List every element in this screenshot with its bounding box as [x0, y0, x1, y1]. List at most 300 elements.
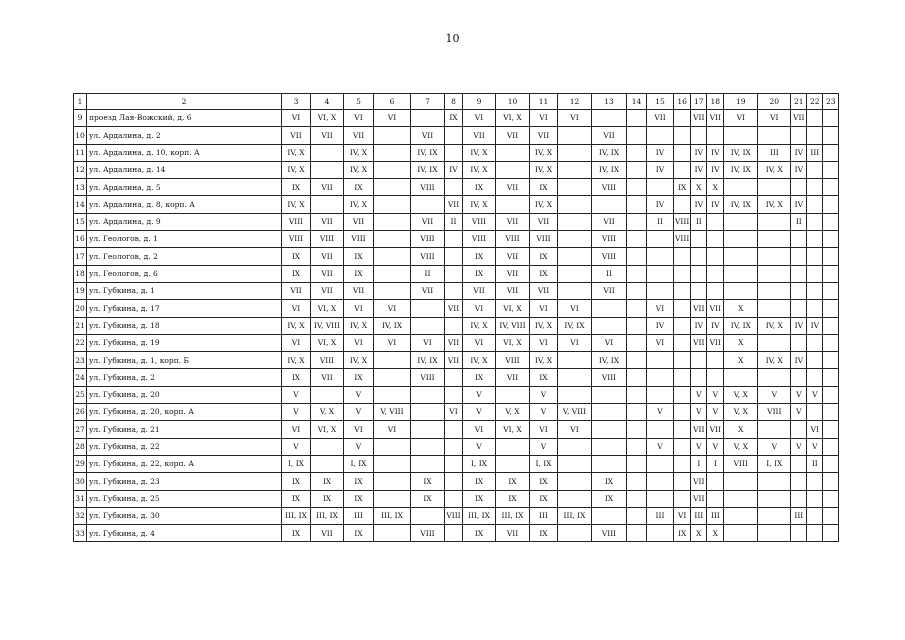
- table-cell: [758, 282, 791, 299]
- table-row: [74, 507, 839, 524]
- table-cell: IX: [496, 473, 530, 490]
- table-cell: [374, 248, 411, 265]
- table-cell: VI, X: [496, 300, 530, 317]
- table-cell: [374, 455, 411, 472]
- column-header: 16: [674, 94, 691, 110]
- table-cell: [374, 127, 411, 144]
- table-cell: V: [807, 386, 823, 403]
- table-cell: II: [411, 265, 445, 282]
- table-cell: [691, 127, 707, 144]
- table-cell: [791, 248, 807, 265]
- table-cell: IV: [807, 317, 823, 334]
- table-cell: [445, 438, 463, 455]
- table-cell: [724, 179, 758, 196]
- table-cell: VI: [758, 110, 791, 127]
- row-number: 26: [74, 404, 87, 421]
- table-cell: III: [758, 144, 791, 161]
- table-cell: IX: [530, 248, 558, 265]
- table-cell: I, IX: [463, 455, 496, 472]
- table-cell: IX: [530, 265, 558, 282]
- table-cell: [807, 161, 823, 178]
- table-cell: [445, 265, 463, 282]
- table-cell: IV, IX: [592, 144, 627, 161]
- table-cell: [627, 196, 647, 213]
- table-cell: IV, X: [463, 161, 496, 178]
- table-cell: IV: [707, 317, 724, 334]
- table-cell: IV, X: [530, 196, 558, 213]
- table-cell: VI: [374, 300, 411, 317]
- table-cell: VI, X: [496, 110, 530, 127]
- column-header: 4: [311, 94, 344, 110]
- table-cell: X: [707, 179, 724, 196]
- table-cell: IV: [691, 144, 707, 161]
- table-cell: [807, 525, 823, 542]
- table-cell: II: [445, 213, 463, 230]
- table-cell: VII: [707, 300, 724, 317]
- table-cell: IV, X: [463, 317, 496, 334]
- table-cell: VII: [496, 369, 530, 386]
- table-cell: [627, 438, 647, 455]
- table-cell: V: [647, 404, 674, 421]
- table-cell: [758, 179, 791, 196]
- table-cell: VII: [496, 282, 530, 299]
- table-cell: [758, 127, 791, 144]
- table-cell: V: [344, 404, 374, 421]
- table-cell: VII: [311, 369, 344, 386]
- table-cell: IV: [647, 144, 674, 161]
- column-header: 21: [791, 94, 807, 110]
- table-cell: [558, 473, 592, 490]
- table-cell: [807, 282, 823, 299]
- row-number: 11: [74, 144, 87, 161]
- table-cell: VII: [496, 179, 530, 196]
- table-cell: IX: [463, 179, 496, 196]
- table-cell: [791, 231, 807, 248]
- table-cell: V: [463, 404, 496, 421]
- table-cell: III, IX: [496, 507, 530, 524]
- table-cell: I: [707, 455, 724, 472]
- table-cell: IV: [791, 161, 807, 178]
- table-cell: III: [647, 507, 674, 524]
- table-cell: [807, 179, 823, 196]
- table-cell: V, X: [311, 404, 344, 421]
- table-cell: VII: [311, 213, 344, 230]
- table-cell: IX: [282, 525, 311, 542]
- table-cell: [445, 421, 463, 438]
- table-row: [74, 386, 839, 403]
- table-cell: V, VIII: [558, 404, 592, 421]
- column-header: 22: [807, 94, 823, 110]
- table-cell: [627, 144, 647, 161]
- table-cell: VII: [530, 282, 558, 299]
- table-cell: IX: [463, 490, 496, 507]
- table-cell: VI, X: [311, 110, 344, 127]
- table-cell: IV, X: [344, 144, 374, 161]
- table-cell: IV, X: [530, 317, 558, 334]
- column-header: 8: [445, 94, 463, 110]
- table-cell: [558, 282, 592, 299]
- column-header: 19: [724, 94, 758, 110]
- table-cell: [791, 421, 807, 438]
- table-cell: IV, IX: [411, 161, 445, 178]
- table-cell: [791, 525, 807, 542]
- table-cell: [823, 386, 839, 403]
- table-cell: [791, 179, 807, 196]
- table-cell: [823, 404, 839, 421]
- address-cell: ул. Губкина, д. 22, корп. А: [87, 455, 282, 472]
- table-cell: X: [724, 352, 758, 369]
- table-cell: VIII: [592, 231, 627, 248]
- table-cell: [592, 317, 627, 334]
- table-row: [74, 525, 839, 542]
- table-cell: [758, 213, 791, 230]
- table-cell: [807, 490, 823, 507]
- table-cell: V, X: [724, 438, 758, 455]
- table-cell: VII: [707, 421, 724, 438]
- table-cell: [411, 455, 445, 472]
- address-cell: проезд Лая-Вожский, д. 6: [87, 110, 282, 127]
- table-cell: IV, IX: [558, 317, 592, 334]
- table-row: [74, 127, 839, 144]
- table-cell: IX: [282, 179, 311, 196]
- header-row: [74, 94, 839, 110]
- table-cell: [647, 490, 674, 507]
- table-cell: VIII: [592, 525, 627, 542]
- table-cell: [627, 386, 647, 403]
- table-cell: [823, 127, 839, 144]
- table-row: [74, 144, 839, 161]
- table-cell: IX: [344, 369, 374, 386]
- table-cell: VI, X: [311, 300, 344, 317]
- table-cell: V: [530, 438, 558, 455]
- row-number: 33: [74, 525, 87, 542]
- table-cell: VIII: [411, 248, 445, 265]
- table-cell: [374, 179, 411, 196]
- table-cell: [411, 507, 445, 524]
- table-cell: V: [758, 386, 791, 403]
- table-cell: VIII: [344, 231, 374, 248]
- table-cell: [558, 386, 592, 403]
- table-cell: [496, 455, 530, 472]
- table-row: [74, 248, 839, 265]
- table-cell: VI, X: [311, 421, 344, 438]
- table-cell: [707, 248, 724, 265]
- table-cell: [411, 421, 445, 438]
- table-cell: [647, 421, 674, 438]
- table-cell: [674, 317, 691, 334]
- table-cell: IX: [344, 525, 374, 542]
- table-cell: [724, 525, 758, 542]
- table-cell: VII: [463, 127, 496, 144]
- table-cell: [374, 213, 411, 230]
- table-cell: [558, 161, 592, 178]
- column-header: 17: [691, 94, 707, 110]
- table-cell: IX: [592, 473, 627, 490]
- table-cell: [558, 490, 592, 507]
- table-cell: VII: [445, 196, 463, 213]
- table-cell: VI: [558, 421, 592, 438]
- column-header: 1: [74, 94, 87, 110]
- table-cell: [707, 490, 724, 507]
- table-cell: [823, 265, 839, 282]
- table-cell: X: [724, 300, 758, 317]
- table-cell: [374, 231, 411, 248]
- table-cell: VI, X: [496, 421, 530, 438]
- table-cell: VI: [530, 110, 558, 127]
- table-cell: III: [344, 507, 374, 524]
- table-cell: II: [592, 265, 627, 282]
- table-cell: VII: [647, 110, 674, 127]
- table-cell: [627, 455, 647, 472]
- column-header: 14: [627, 94, 647, 110]
- table-cell: IV: [707, 196, 724, 213]
- table-cell: IX: [463, 265, 496, 282]
- table-cell: VII: [445, 300, 463, 317]
- table-cell: [627, 369, 647, 386]
- table-cell: IV, X: [463, 352, 496, 369]
- table-cell: [823, 161, 839, 178]
- table-cell: VIII: [282, 231, 311, 248]
- table-cell: V: [647, 438, 674, 455]
- table-cell: V: [691, 438, 707, 455]
- table-cell: IV, X: [282, 352, 311, 369]
- table-cell: [374, 352, 411, 369]
- table-cell: [674, 161, 691, 178]
- table-cell: [724, 282, 758, 299]
- table-row: [74, 490, 839, 507]
- table-cell: [445, 473, 463, 490]
- row-number: 10: [74, 127, 87, 144]
- table-cell: [627, 317, 647, 334]
- table-cell: [627, 231, 647, 248]
- table-cell: [374, 196, 411, 213]
- address-cell: ул. Губкина, д. 30: [87, 507, 282, 524]
- table-cell: VIII: [311, 231, 344, 248]
- table-cell: III: [530, 507, 558, 524]
- table-row: [74, 421, 839, 438]
- table-cell: [374, 161, 411, 178]
- table-row: [74, 196, 839, 213]
- table-cell: VII: [344, 127, 374, 144]
- table-cell: [374, 265, 411, 282]
- table-cell: IX: [530, 490, 558, 507]
- table-cell: [496, 386, 530, 403]
- table-cell: [691, 248, 707, 265]
- row-number: 25: [74, 386, 87, 403]
- table-cell: V: [344, 386, 374, 403]
- table-cell: [647, 525, 674, 542]
- table-cell: [674, 110, 691, 127]
- table-cell: V, X: [724, 386, 758, 403]
- table-cell: IV, IX: [592, 161, 627, 178]
- table-cell: [691, 282, 707, 299]
- table-cell: IV: [647, 317, 674, 334]
- table-cell: IV, IX: [724, 161, 758, 178]
- table-cell: [724, 127, 758, 144]
- table-cell: IV, X: [463, 144, 496, 161]
- table-cell: VIII: [592, 248, 627, 265]
- table-cell: [627, 473, 647, 490]
- schedule-table: [73, 93, 839, 542]
- address-cell: ул. Ардалина, д. 8, корп. А: [87, 196, 282, 213]
- row-number: 31: [74, 490, 87, 507]
- table-cell: VI: [374, 421, 411, 438]
- table-cell: IV: [707, 144, 724, 161]
- table-cell: IX: [411, 473, 445, 490]
- table-cell: V, X: [724, 404, 758, 421]
- table-cell: [674, 455, 691, 472]
- table-cell: [823, 455, 839, 472]
- table-cell: IV, X: [282, 161, 311, 178]
- table-cell: IX: [463, 473, 496, 490]
- table-cell: [411, 404, 445, 421]
- table-cell: [411, 386, 445, 403]
- address-cell: ул. Ардалина, д. 14: [87, 161, 282, 178]
- table-cell: IX: [674, 179, 691, 196]
- table-cell: [791, 369, 807, 386]
- table-cell: IV, X: [758, 161, 791, 178]
- table-cell: III, IX: [311, 507, 344, 524]
- table-cell: V: [530, 386, 558, 403]
- table-cell: [558, 352, 592, 369]
- table-cell: IV: [691, 317, 707, 334]
- table-cell: IX: [496, 490, 530, 507]
- table-cell: [445, 144, 463, 161]
- row-number: 24: [74, 369, 87, 386]
- table-cell: VI: [344, 110, 374, 127]
- table-cell: IX: [463, 369, 496, 386]
- table-cell: VII: [496, 248, 530, 265]
- table-cell: [558, 179, 592, 196]
- table-cell: [707, 282, 724, 299]
- row-number: 22: [74, 334, 87, 351]
- table-cell: [674, 490, 691, 507]
- table-cell: [411, 110, 445, 127]
- table-cell: V: [282, 438, 311, 455]
- table-cell: [724, 490, 758, 507]
- table-cell: IV: [791, 144, 807, 161]
- table-cell: [823, 525, 839, 542]
- table-cell: [823, 334, 839, 351]
- table-cell: [627, 248, 647, 265]
- table-cell: [647, 179, 674, 196]
- table-cell: VII: [592, 127, 627, 144]
- table-cell: [807, 248, 823, 265]
- table-cell: V: [691, 404, 707, 421]
- table-cell: [724, 369, 758, 386]
- table-cell: [445, 248, 463, 265]
- table-cell: VIII: [674, 231, 691, 248]
- address-cell: ул. Губкина, д. 19: [87, 334, 282, 351]
- table-cell: VII: [411, 127, 445, 144]
- table-cell: VII: [592, 282, 627, 299]
- table-cell: VII: [311, 179, 344, 196]
- table-cell: [724, 507, 758, 524]
- table-cell: [807, 404, 823, 421]
- table-cell: [558, 231, 592, 248]
- table-cell: [823, 282, 839, 299]
- table-cell: IX: [463, 525, 496, 542]
- table-cell: [558, 369, 592, 386]
- table-cell: IX: [344, 248, 374, 265]
- table-cell: [674, 404, 691, 421]
- table-cell: [411, 300, 445, 317]
- table-cell: [627, 507, 647, 524]
- table-cell: [791, 282, 807, 299]
- table-cell: VI: [411, 334, 445, 351]
- table-cell: VII: [691, 300, 707, 317]
- table-cell: [496, 196, 530, 213]
- table-cell: [807, 334, 823, 351]
- table-cell: [807, 110, 823, 127]
- column-header: 15: [647, 94, 674, 110]
- table-cell: VII: [691, 490, 707, 507]
- table-cell: IV: [647, 161, 674, 178]
- table-row: [74, 334, 839, 351]
- table-cell: [674, 300, 691, 317]
- table-cell: VII: [707, 334, 724, 351]
- table-cell: IV, X: [530, 352, 558, 369]
- table-cell: [807, 127, 823, 144]
- table-cell: IV: [707, 161, 724, 178]
- table-cell: [791, 127, 807, 144]
- table-cell: [445, 455, 463, 472]
- table-cell: X: [691, 525, 707, 542]
- table-cell: VII: [691, 421, 707, 438]
- table-cell: III: [807, 144, 823, 161]
- table-cell: IV, X: [282, 196, 311, 213]
- table-cell: [592, 386, 627, 403]
- table-cell: VI: [344, 334, 374, 351]
- table-cell: VIII: [411, 231, 445, 248]
- table-cell: VI: [807, 421, 823, 438]
- table-cell: [647, 231, 674, 248]
- table-cell: VI: [530, 334, 558, 351]
- table-cell: II: [791, 213, 807, 230]
- row-number: 20: [74, 300, 87, 317]
- row-number: 21: [74, 317, 87, 334]
- table-cell: [592, 507, 627, 524]
- table-cell: [707, 231, 724, 248]
- table-row: [74, 369, 839, 386]
- table-cell: VII: [311, 248, 344, 265]
- table-row: [74, 179, 839, 196]
- row-number: 29: [74, 455, 87, 472]
- table-cell: I, IX: [530, 455, 558, 472]
- table-cell: [558, 248, 592, 265]
- table-cell: [674, 473, 691, 490]
- table-cell: [674, 248, 691, 265]
- table-cell: IV: [691, 196, 707, 213]
- table-cell: IV, IX: [724, 196, 758, 213]
- table-cell: IV: [791, 317, 807, 334]
- table-cell: VI: [530, 300, 558, 317]
- table-cell: VII: [530, 213, 558, 230]
- table-cell: [823, 317, 839, 334]
- table-cell: IV, X: [758, 317, 791, 334]
- address-cell: ул. Губкина, д. 25: [87, 490, 282, 507]
- table-cell: [807, 300, 823, 317]
- table-cell: VIII: [530, 231, 558, 248]
- column-header: 20: [758, 94, 791, 110]
- table-cell: [445, 179, 463, 196]
- table-cell: [823, 300, 839, 317]
- table-cell: [791, 334, 807, 351]
- table-cell: VI: [592, 334, 627, 351]
- table-cell: IX: [592, 490, 627, 507]
- table-cell: VIII: [592, 179, 627, 196]
- table-cell: [807, 352, 823, 369]
